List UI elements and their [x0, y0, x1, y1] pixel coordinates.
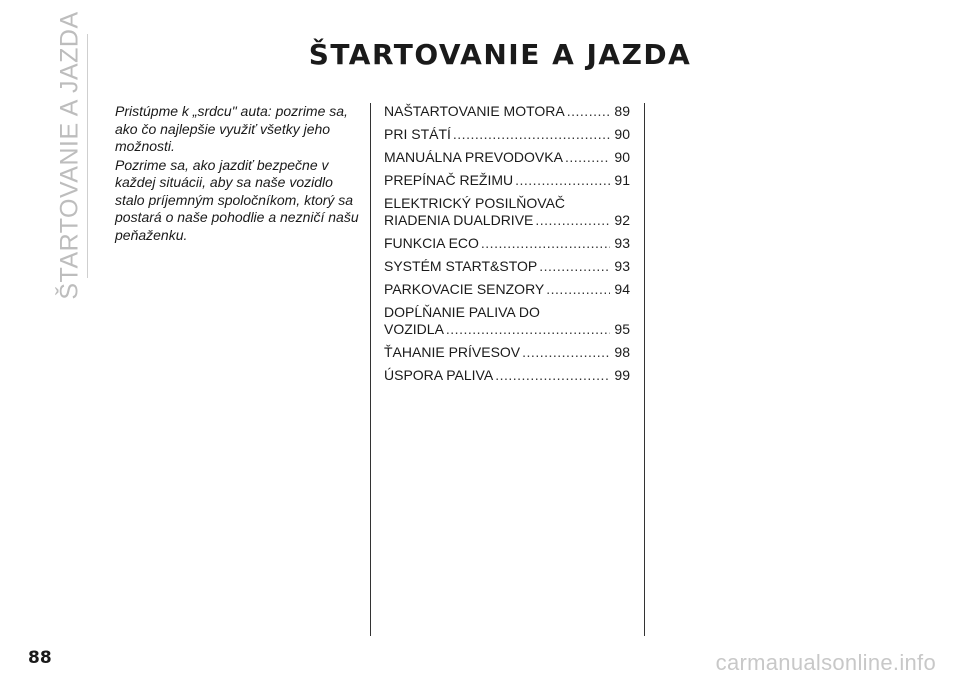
toc-entry-title: FUNKCIA ECO — [384, 235, 479, 251]
table-of-contents — [384, 103, 630, 390]
toc-entry-page: 93 — [614, 258, 630, 274]
toc-entry-page: 98 — [614, 344, 630, 360]
toc-dot-leader — [546, 281, 610, 298]
intro-paragraph-1: Pristúpme k „srdcu" auta: pozrime sa, ako čo najlepšie využiť všetky jeho možnosti. — [115, 103, 348, 154]
toc-entry[interactable] — [384, 367, 630, 384]
toc-entry-title: PRI STÁTÍ — [384, 126, 451, 142]
toc-entry-page: 99 — [614, 367, 630, 383]
toc-dot-leader — [535, 212, 610, 229]
column-divider-left — [370, 103, 371, 636]
toc-entry[interactable] — [384, 103, 630, 120]
toc-entry-page: 90 — [614, 126, 630, 142]
toc-entry-title: SYSTÉM START&STOP — [384, 258, 538, 274]
toc-dot-leader — [446, 321, 611, 338]
toc-entry-page: 95 — [614, 321, 630, 337]
toc-entry[interactable] — [384, 195, 630, 229]
toc-entry-title: PREPÍNAČ REŽIMU — [384, 172, 514, 188]
side-chapter-tab — [52, 10, 88, 300]
column-divider-right — [644, 103, 645, 636]
page-number: 88 — [28, 648, 52, 668]
side-divider — [87, 34, 88, 278]
toc-entry-page: 94 — [614, 281, 630, 297]
toc-entry-title: NAŠTARTOVANIE MOTORA — [384, 103, 565, 119]
toc-entry-title: ÚSPORA PALIVA — [384, 367, 494, 383]
toc-entry-title: RIADENIA DUALDRIVE — [384, 212, 534, 228]
toc-dot-leader — [495, 367, 610, 384]
side-chapter-label: ŠTARTOVANIE A JAZDA — [55, 10, 84, 300]
toc-entry[interactable] — [384, 258, 630, 275]
toc-entry-page: 93 — [614, 235, 630, 251]
toc-entry[interactable] — [384, 149, 630, 166]
toc-entry-page: 91 — [614, 172, 630, 188]
toc-entry-title: VOZIDLA — [384, 321, 444, 337]
toc-dot-leader — [453, 126, 611, 143]
toc-dot-leader — [481, 235, 611, 252]
toc-dot-leader — [522, 344, 610, 361]
toc-entry-page: 90 — [614, 149, 630, 165]
toc-entry[interactable] — [384, 344, 630, 361]
toc-entry-title: MANUÁLNA PREVODOVKA — [384, 149, 563, 165]
toc-entry[interactable] — [384, 304, 630, 338]
toc-dot-leader — [515, 172, 610, 189]
toc-entry-title: DOPĹŇANIE PALIVA DO — [384, 304, 540, 320]
toc-entry-page: 89 — [614, 103, 630, 119]
toc-dot-leader — [565, 149, 610, 166]
watermark: carmanualsonline.info — [715, 650, 936, 675]
intro-text — [115, 103, 365, 245]
toc-dot-leader — [539, 258, 610, 275]
toc-entry[interactable] — [384, 126, 630, 143]
intro-paragraph-2: Pozrime sa, ako jazdiť bezpečne v každej situácii, aby sa naše vozidlo stalo príjemným spoločníkom, ktorý sa postará o naše pohodlie a nezničí našu peňaženku. — [115, 156, 359, 243]
toc-entry[interactable] — [384, 235, 630, 252]
chapter-title: ŠTARTOVANIE A JAZDA — [308, 38, 692, 71]
toc-entry-title: ELEKTRICKÝ POSILŇOVAČ — [384, 195, 566, 211]
toc-dot-leader — [567, 103, 611, 120]
toc-entry[interactable] — [384, 281, 630, 298]
toc-entry-title: PARKOVACIE SENZORY — [384, 281, 545, 297]
toc-entry[interactable] — [384, 172, 630, 189]
toc-entry-page: 92 — [614, 212, 630, 228]
toc-entry-title: ŤAHANIE PRÍVESOV — [384, 344, 521, 360]
